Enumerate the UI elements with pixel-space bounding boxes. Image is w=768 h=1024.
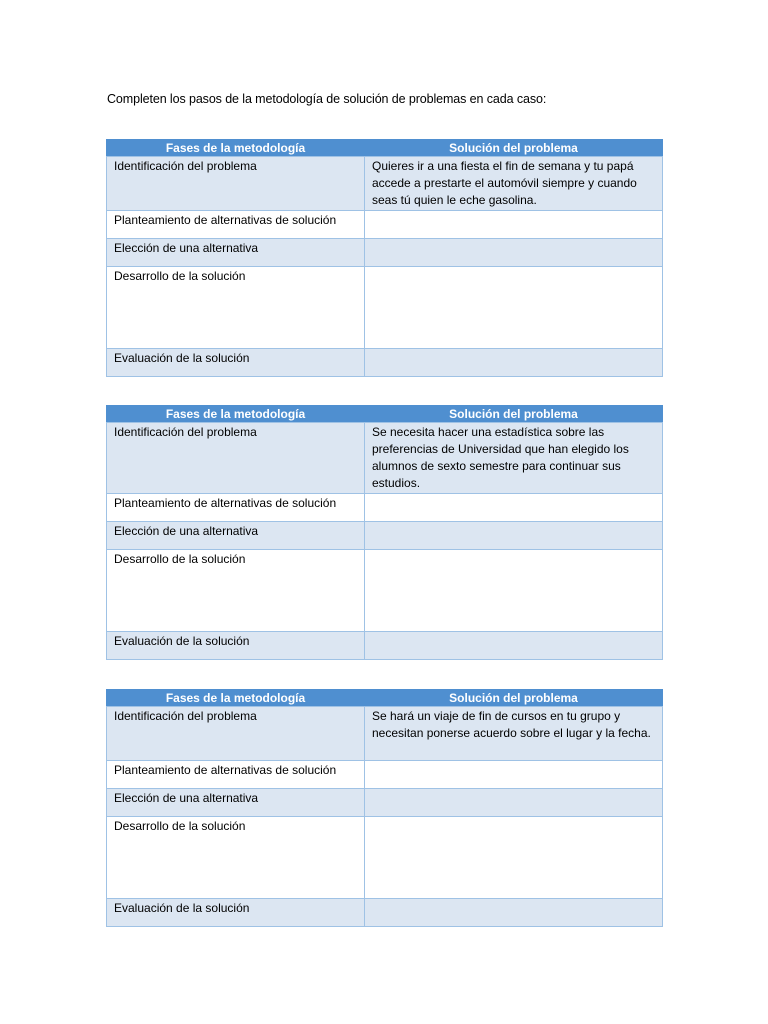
phase-label: Elección de una alternativa xyxy=(107,522,365,550)
table-row xyxy=(107,211,663,239)
solution-answer-cell[interactable] xyxy=(365,349,663,377)
phase-label: Planteamiento de alternativas de solución xyxy=(107,761,365,789)
solution-answer-cell[interactable] xyxy=(365,522,663,550)
phase-label: Planteamiento de alternativas de solución xyxy=(107,211,365,239)
phase-label: Planteamiento de alternativas de solución xyxy=(107,494,365,522)
phase-label: Evaluación de la solución xyxy=(107,899,365,927)
column-header-phases: Fases de la metodología xyxy=(107,690,365,707)
table-header-row xyxy=(107,406,663,423)
solution-answer-cell[interactable] xyxy=(365,211,663,239)
phase-label: Identificación del problema xyxy=(107,707,365,761)
table-row xyxy=(107,550,663,632)
phase-label: Elección de una alternativa xyxy=(107,239,365,267)
column-header-solution: Solución del problema xyxy=(365,406,663,423)
phase-label: Desarrollo de la solución xyxy=(107,817,365,899)
table-row xyxy=(107,899,663,927)
solution-answer-cell[interactable] xyxy=(365,267,663,349)
solution-answer-cell[interactable] xyxy=(365,899,663,927)
phase-label: Evaluación de la solución xyxy=(107,632,365,660)
phase-label: Desarrollo de la solución xyxy=(107,550,365,632)
methodology-table-3 xyxy=(106,689,663,927)
solution-answer-cell[interactable] xyxy=(365,761,663,789)
table-row xyxy=(107,239,663,267)
phase-label: Elección de una alternativa xyxy=(107,789,365,817)
solution-answer-cell[interactable] xyxy=(365,817,663,899)
column-header-phases: Fases de la metodología xyxy=(107,406,365,423)
problem-statement: Se necesita hacer una estadística sobre las preferencias de Universidad que han elegido los alumnos de sexto semestre para continuar sus estudios. xyxy=(365,423,663,494)
problem-statement: Quieres ir a una fiesta el fin de semana y tu papá accede a prestarte el automóvil siempre y cuando seas tú quien le eche gasolina. xyxy=(365,157,663,211)
methodology-table-1 xyxy=(106,139,663,377)
table-row xyxy=(107,349,663,377)
problem-statement: Se hará un viaje de fin de cursos en tu grupo y necesitan ponerse acuerdo sobre el lugar y la fecha. xyxy=(365,707,663,761)
column-header-solution: Solución del problema xyxy=(365,690,663,707)
table-row xyxy=(107,761,663,789)
phase-label: Evaluación de la solución xyxy=(107,349,365,377)
phase-label: Identificación del problema xyxy=(107,157,365,211)
solution-answer-cell[interactable] xyxy=(365,239,663,267)
table-row xyxy=(107,423,663,494)
table-row xyxy=(107,632,663,660)
phase-label: Desarrollo de la solución xyxy=(107,267,365,349)
table-row xyxy=(107,817,663,899)
table-row xyxy=(107,789,663,817)
solution-answer-cell[interactable] xyxy=(365,789,663,817)
solution-answer-cell[interactable] xyxy=(365,632,663,660)
table-row xyxy=(107,522,663,550)
table-row xyxy=(107,494,663,522)
instruction-text: Completen los pasos de la metodología de solución de problemas en cada caso: xyxy=(107,92,547,106)
table-row xyxy=(107,157,663,211)
column-header-phases: Fases de la metodología xyxy=(107,140,365,157)
solution-answer-cell[interactable] xyxy=(365,550,663,632)
solution-answer-cell[interactable] xyxy=(365,494,663,522)
table-row xyxy=(107,707,663,761)
column-header-solution: Solución del problema xyxy=(365,140,663,157)
table-header-row xyxy=(107,140,663,157)
table-row xyxy=(107,267,663,349)
table-header-row xyxy=(107,690,663,707)
methodology-table-2 xyxy=(106,405,663,660)
phase-label: Identificación del problema xyxy=(107,423,365,494)
